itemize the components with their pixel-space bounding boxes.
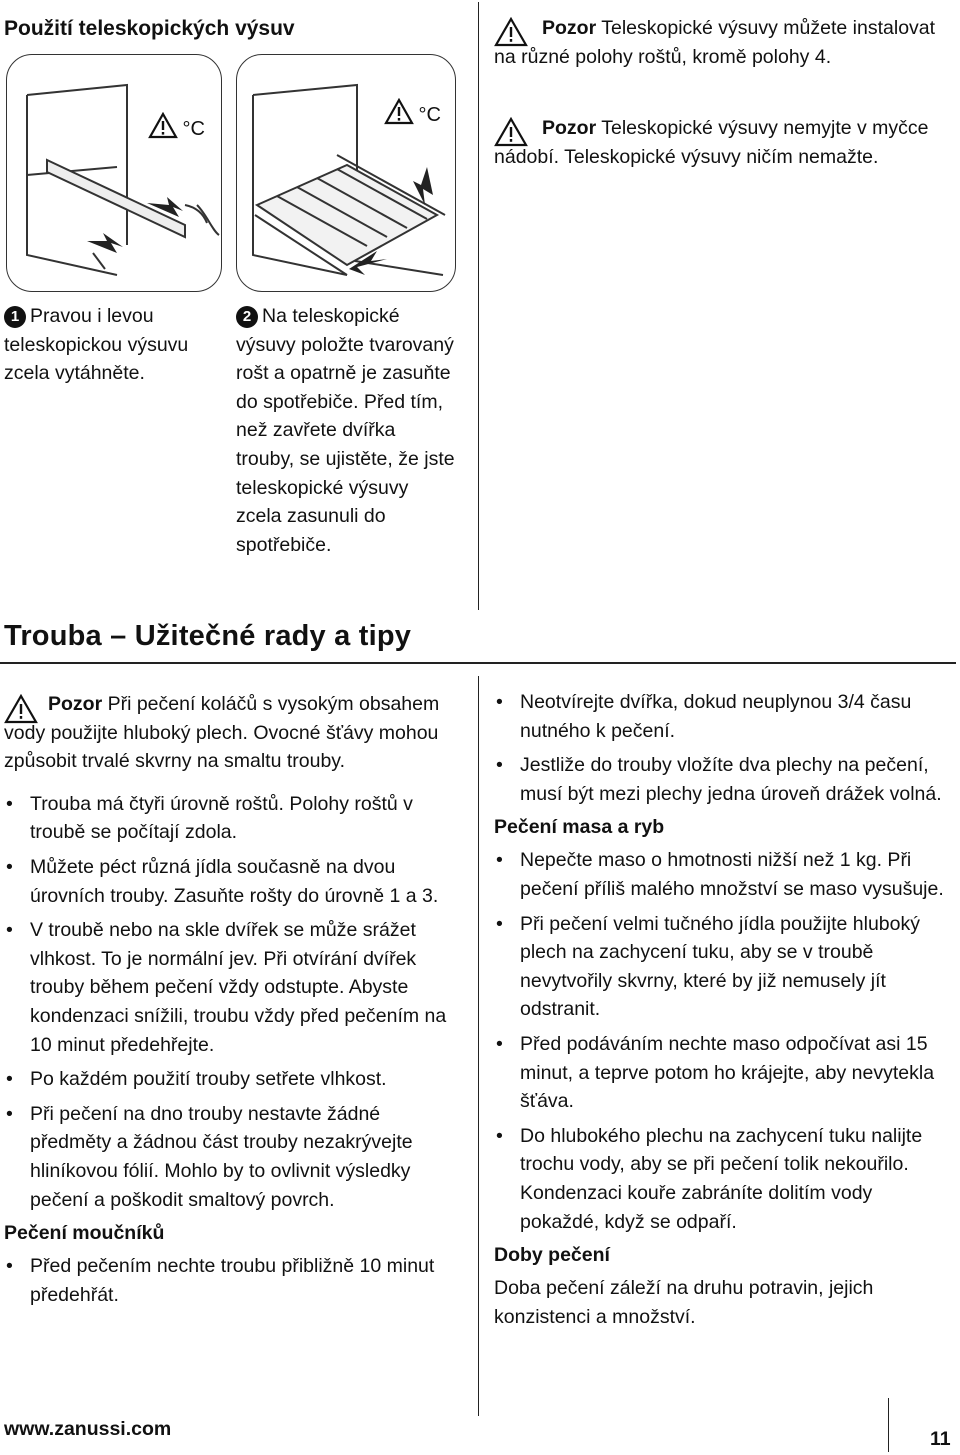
list-item: • Můžete péct různá jídla současně na dvou úrovních trouby. Zasuňte rošty do úrovně 1 a 3. [4,853,466,910]
step-text: Pravou i levou teleskopickou výsuvu zcela vytáhněte. [4,305,189,385]
list-item: • Nepečte maso o hmotnosti nižší než 1 kg. Při pečení příliš malého množství se maso vysušuje. [494,846,944,903]
caution-label: Pozor [542,17,597,39]
list-item: • Před pečením nechte troubu přibližně 10 minut předehřát. [4,1252,466,1309]
page-number: 11 [930,1428,951,1450]
subhead-baking-times: Doby pečení [494,1244,610,1267]
list-item: • Neotvírejte dvířka, dokud neuplynou 3/4 času nutného k pečení. [494,688,944,745]
subhead-meat-fish: Pečení masa a ryb [494,816,665,839]
list-item: • Jestliže do trouby vložíte dva plechy na pečení, musí být mezi plechy jedna úroveň drážek volná. [494,751,944,808]
warning-icon [4,694,38,733]
caution-runner-positions [494,14,944,71]
list-item: • Při pečení velmi tučného jídla použijte hluboký plech na zachycení tuku, aby se v troubě nevytvořily skvrny, které by již nemusely jít odstranit. [494,910,944,1024]
list-item: • Trouba má čtyři úrovně roštů. Polohy roštů v troubě se počítají zdola. [4,790,466,847]
temperature-warning-2 [384,98,441,130]
right-column [494,688,944,1331]
step-2 [236,302,456,559]
list-item: • Po každém použití trouby setřete vlhkost. [4,1065,466,1094]
warning-icon [384,98,414,130]
main-title: Trouba – Užitečné rady a tipy [4,620,412,652]
column-divider-bottom [478,676,479,1416]
step-number: 1 [4,306,26,328]
figure-extend-runners [6,54,222,292]
celsius-label: °C [418,104,441,126]
caution-baking [4,690,466,776]
caution-text: Při pečení koláčů s vysokým obsahem vody použijte hluboký plech. Ovocné šťávy mohou způsobit trvalé skvrny na smaltu trouby. [4,693,440,773]
title-rule [0,662,956,664]
footer-url[interactable]: www.zanussi.com [4,1418,172,1440]
tips-list [4,790,466,1214]
list-item: • Při pečení na dno trouby nestavte žádné předměty a žádnou část trouby nezakrývejte hliníkovou fólií. Mohlo by to ovlivnit výsledky pečení a poškodit smaltový povrch. [4,1100,466,1214]
footer-divider [888,1398,889,1452]
warning-icon [494,117,528,156]
list-item: • Před podáváním nechte maso odpočívat asi 15 minut, a teprve potom ho krájejte, aby nevytekla šťáva. [494,1030,944,1116]
warning-icon [148,112,178,144]
caution-text: Teleskopické výsuvy nemyjte v myčce nádobí. Teleskopické výsuvy ničím nemažte. [494,117,929,168]
caution-label: Pozor [48,693,103,715]
meat-list [494,846,944,1236]
caution-runner-cleaning [494,114,944,171]
section-title: Použití teleskopických výsuv [4,17,295,40]
oven-tips-list [494,688,944,808]
temperature-warning [148,112,205,144]
figure-insert-rack [236,54,456,292]
list-item: • Do hlubokého plechu na zachycení tuku nalijte trochu vody, aby se při pečení tolik nekouřilo. Kondenzaci kouře zabráníte dolitím vody pokaždé, když se odpaří. [494,1122,944,1236]
warning-icon [494,17,528,56]
rack-on-runners-illustration [237,55,455,291]
step-number: 2 [236,306,258,328]
baking-times-text: Doba pečení záleží na druhu potravin, jejich konzistenci a množství. [494,1277,874,1328]
step-1 [4,302,214,388]
subhead-pastry: Pečení moučníků [4,1222,165,1245]
step-text: Na teleskopické výsuvy položte tvarovaný rošt a opatrně je zasuňte do spotřebiče. Před tím, než zavřete dvířka trouby, se ujistěte, že jste teleskopické výsuvy zcela zasunuli do spotřebiče. [236,305,455,556]
pastry-list [4,1252,466,1309]
caution-text: Teleskopické výsuvy můžete instalovat na různé polohy roštů, kromě polohy 4. [494,17,936,68]
list-item: • V troubě nebo na skle dvířek se může srážet vlhkost. To je normální jev. Při otvírání dvířek trouby během pečení vždy odstupte. Abyste kondenzaci snížili, troubu vždy před pečením na 10 minut předehřejte. [4,916,466,1059]
caution-label: Pozor [542,117,597,139]
celsius-label: °C [182,118,205,140]
left-column [4,690,466,1315]
column-divider-top [478,2,479,610]
oven-runner-illustration [7,55,221,291]
